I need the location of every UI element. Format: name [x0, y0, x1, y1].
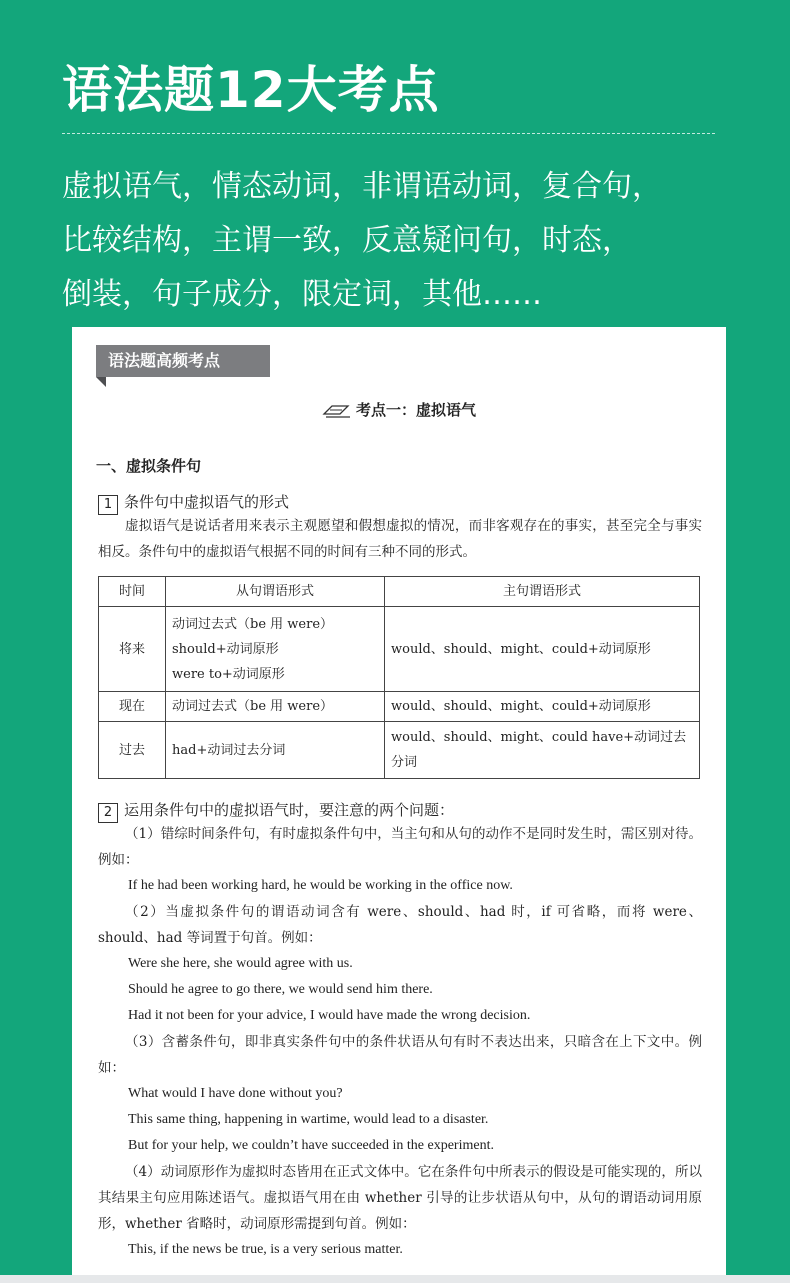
example-sentence: Had it not been for your advice, I would have made the wrong decision. — [128, 1008, 531, 1023]
example-sentence: But for your help, we couldn’t have succeeded in the experiment. — [128, 1138, 494, 1153]
table-header: 主句谓语形式 — [385, 577, 700, 607]
example-sentence: If he had been working hard, he would be working in the office now. — [128, 878, 513, 893]
table-cell-clause — [166, 722, 385, 779]
point-2-item-3: （3）含蓄条件句，即非真实条件句中的条件状语从句有时不表达出来，只暗含在上下文中。例如： — [98, 1034, 702, 1076]
example-sentence: Should he agree to go there, we would send him there. — [128, 982, 433, 997]
point-1-heading — [98, 491, 289, 515]
banner-fold — [96, 377, 106, 387]
table-row — [99, 692, 700, 722]
point-number: 2 — [98, 803, 118, 823]
section-banner: 语法题高频考点 — [96, 345, 270, 377]
clause-line: had+动词过去分词 — [172, 742, 286, 758]
example-sentence: What would I have done without you? — [128, 1086, 343, 1101]
kaodian-title-text: 考点一：虚拟语气 — [355, 401, 476, 419]
table-cell-time: 过去 — [99, 722, 166, 779]
point-2-heading — [98, 799, 454, 823]
table-header: 从句谓语形式 — [166, 577, 385, 607]
example-sentence: This, if the news be true, is a very serious matter. — [128, 1242, 403, 1257]
table-cell-clause — [166, 692, 385, 722]
point-2-item-2: （2）当虚拟条件句的谓语动词含有 were、should、had 时，if 可省略，而将 were、should、had 等词置于句首。例如： — [98, 904, 702, 946]
clause-line: should+动词原形 — [172, 641, 279, 657]
table-cell-main: would、should、might、could+动词原形 — [385, 692, 700, 722]
table-cell-clause — [166, 607, 385, 692]
subjunctive-table — [98, 576, 700, 779]
bottom-strip — [0, 1275, 790, 1283]
example-sentence: This same thing, happening in wartime, would lead to a disaster. — [128, 1112, 489, 1127]
table-header-row — [99, 577, 700, 607]
subtitle-line: 虚拟语气，情态动词，非谓语动词，复合句， — [62, 169, 662, 204]
subtitle-line: 比较结构，主谓一致，反意疑问句，时态， — [62, 223, 632, 258]
point-1-title: 条件句中虚拟语气的形式 — [124, 493, 290, 511]
table-cell-main: would、should、might、could+动词原形 — [385, 607, 700, 692]
kaodian-title — [72, 399, 726, 420]
subtitle-line: 倒装，句子成分，限定词，其他…… — [62, 277, 542, 312]
point-2-item-4: （4）动词原形作为虚拟时态皆用在正式文体中。它在条件句中所表示的假设是可能实现的，所以其结果主句应用陈述语气。虚拟语气用在由 whether 引导的让步状语从句中，从句的谓语动词用原形，whether 省略时，动词原形需提到句首。例如： — [98, 1164, 702, 1232]
clause-line: 动词过去式（be 用 were） — [172, 616, 334, 632]
section-heading: 一、虚拟条件句 — [96, 457, 202, 475]
point-number: 1 — [98, 495, 118, 515]
dashed-divider — [62, 133, 715, 134]
example-sentence: Were she here, she would agree with us. — [128, 956, 353, 971]
clause-line: were to+动词原形 — [172, 666, 285, 682]
table-cell-main: would、should、might、could have+动词过去分词 — [385, 722, 700, 779]
pencil-icon — [322, 402, 352, 418]
table-header: 时间 — [99, 577, 166, 607]
document-page — [72, 327, 726, 1283]
hero-title: 语法题12大考点 — [62, 61, 440, 119]
hero-subtitle — [62, 160, 762, 322]
point-1-paragraph: 虚拟语气是说话者用来表示主观愿望和假想虚拟的情况，而非客观存在的事实，甚至完全与事实相反。条件句中的虚拟语气根据不同的时间有三种不同的形式。 — [98, 518, 702, 560]
clause-line: 动词过去式（be 用 were） — [172, 699, 334, 714]
table-cell-time: 现在 — [99, 692, 166, 722]
point-2-title: 运用条件句中的虚拟语气时，要注意的两个问题： — [124, 801, 455, 819]
point-2-item-1: （1）错综时间条件句，有时虚拟条件句中，当主句和从句的动作不是同时发生时，需区别对待。例如： — [98, 826, 702, 868]
table-row — [99, 722, 700, 779]
table-row — [99, 607, 700, 692]
table-cell-time: 将来 — [99, 607, 166, 692]
